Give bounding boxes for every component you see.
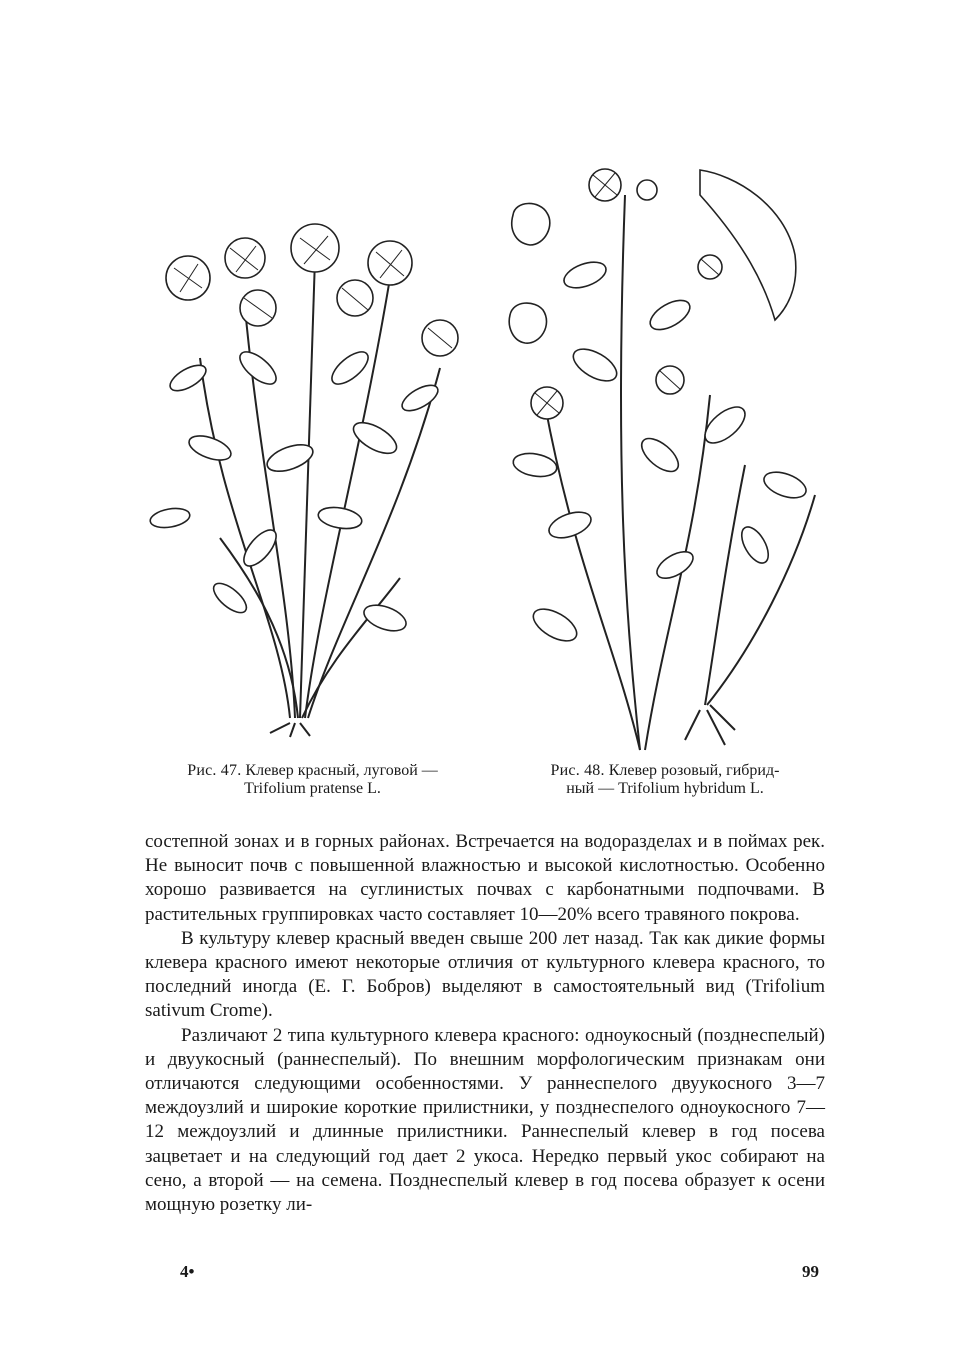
- figure-48-illustration: [495, 165, 835, 755]
- signature-mark: 4•: [180, 1262, 195, 1281]
- figure-47-illustration: [140, 218, 480, 738]
- figure-47-number: Рис. 47.: [187, 762, 242, 779]
- red-clover-drawing: [140, 218, 480, 738]
- paragraph-1: состепной зонах и в горных районах. Встречается на водоразделах и в поймах рек. Не выносит почв с повышенной влажностью и высокой кислотностью. Особенно хорошо развивается на суглинистых почвах с карбонатными подпочвами. В растительных группировках часто составляет 10—20% всего травяного покрова.: [145, 831, 825, 925]
- hybrid-clover-drawing: [495, 165, 835, 755]
- paragraph-2: В культуру клевер красный введен свыше 200 лет назад. Так как дикие формы клевера красного имеют некоторые отличия от культурного клевера красного, то последний иногда (Е. Г. Бобров) выделяют в самостоятельный вид (Trifolium sativum Crome).: [145, 927, 825, 1022]
- page-number: 99: [802, 1262, 819, 1281]
- figure-47-latin: Trifolium pratense L.: [244, 780, 381, 797]
- body-text: [145, 830, 825, 1217]
- figure-47-title: Клевер красный, луговой —: [245, 762, 438, 779]
- figure-48-latin: ный — Trifolium hybridum L.: [566, 780, 764, 797]
- figure-48-number: Рис. 48.: [550, 762, 605, 779]
- figure-47-caption: [140, 762, 485, 798]
- paragraph-3: Различают 2 типа культурного клевера красного: одноукосный (позднеспелый) и двуукосный (раннеспелый). По внешним морфологическим признакам они отличаются следующими особенностями. У раннеспелого двуукосного 3—7 междоузлий и широкие короткие прилистники, у позднеспелого одноукосного 7—12 междоузлий и длинные прилистники. Раннеспелый клевер в год посева зацветает и на следующий год дает 2 укоса. Нередко первый укос собирают на сено, а второй — на семена. Позднеспелый клевер в год посева образует к осени мощную розетку ли-: [145, 1024, 825, 1216]
- figure-48-title: Клевер розовый, гибрид-: [608, 762, 780, 779]
- figure-48-caption: [495, 762, 835, 798]
